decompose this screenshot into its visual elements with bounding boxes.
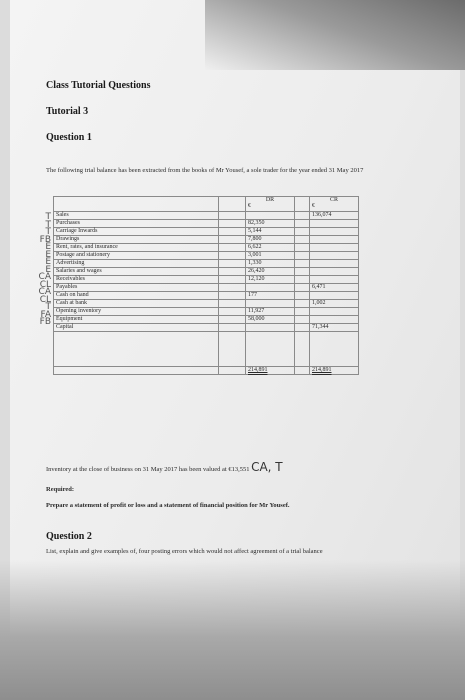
dr-total: 214,891	[246, 367, 295, 375]
question-2-text: List, explain and give examples of, four posting errors which would not affect agreement of a trial balance	[46, 548, 323, 555]
dr-value: 6,622	[246, 244, 295, 252]
trial-balance-table	[53, 196, 359, 375]
row-label: Advertising	[54, 260, 219, 268]
table-row	[54, 212, 359, 220]
row-label: Sales	[54, 212, 219, 220]
dr-value	[246, 212, 295, 220]
question-1-intro: The following trial balance has been extracted from the books of Mr Yousef, a sole trader for the year ended 31 May 2017	[46, 167, 364, 174]
handwritten-code: T	[45, 227, 51, 237]
row-label: Payables	[54, 284, 219, 292]
document-title: Class Tutorial Questions	[46, 80, 151, 91]
cr-value	[310, 308, 359, 316]
cr-value	[310, 220, 359, 228]
cr-value	[310, 236, 359, 244]
shadow-overlay-bottom	[0, 560, 465, 700]
dr-value	[246, 284, 295, 292]
table-header-row	[54, 197, 359, 212]
row-label: Opening inventory	[54, 308, 219, 316]
shadow-overlay-top	[205, 0, 465, 70]
table-row	[54, 276, 359, 284]
table-row	[54, 324, 359, 332]
handwritten-annotation: CA, T	[251, 460, 283, 474]
cr-value	[310, 276, 359, 284]
question-2-heading: Question 2	[46, 531, 92, 542]
table-blank-row	[54, 332, 359, 367]
inventory-note: Inventory at the close of business on 31 May 2017 has been valued at €13,551 CA, T	[46, 460, 283, 474]
dr-value: 1,330	[246, 260, 295, 268]
row-label: Cash at bank	[54, 300, 219, 308]
table-row	[54, 308, 359, 316]
cr-value	[310, 252, 359, 260]
dr-value: 7,800	[246, 236, 295, 244]
dr-value: 26,420	[246, 268, 295, 276]
table-row	[54, 300, 359, 308]
handwritten-code: FB	[39, 317, 51, 327]
handwritten-code: E	[45, 257, 51, 267]
handwritten-code: CL	[39, 294, 51, 305]
handwritten-code: FB	[39, 234, 51, 245]
table-row	[54, 220, 359, 228]
required-text: Prepare a statement of profit or loss and a statement of financial position for Mr Yousef.	[46, 502, 290, 509]
cr-value	[310, 268, 359, 276]
dr-value	[246, 300, 295, 308]
table-row	[54, 236, 359, 244]
handwritten-code: FA	[40, 309, 51, 320]
cr-value: 136,074	[310, 212, 359, 220]
dr-column-header: DR €	[246, 197, 295, 212]
table-row	[54, 268, 359, 276]
row-label: Drawings	[54, 236, 219, 244]
cr-total: 214,891	[310, 367, 359, 375]
row-label: Postage and stationery	[54, 252, 219, 260]
handwritten-code: E	[45, 242, 51, 252]
row-label: Purchases	[54, 220, 219, 228]
cr-value	[310, 316, 359, 324]
dr-value: 58,000	[246, 316, 295, 324]
handwritten-code: T	[45, 219, 51, 230]
totals-row	[54, 367, 359, 375]
dr-value: 3,001	[246, 252, 295, 260]
cr-value: 1,002	[310, 300, 359, 308]
handwritten-code: CA	[38, 287, 51, 297]
dr-value: 177	[246, 292, 295, 300]
question-1-heading: Question 1	[46, 132, 92, 143]
table-row	[54, 284, 359, 292]
handwritten-code: T	[45, 302, 51, 312]
cr-value: 6,471	[310, 284, 359, 292]
cr-value	[310, 228, 359, 236]
handwritten-codes	[17, 214, 53, 327]
table-row	[54, 316, 359, 324]
table-row	[54, 244, 359, 252]
row-label: Carriage Inwards	[54, 228, 219, 236]
dr-value: 5,144	[246, 228, 295, 236]
table-row	[54, 228, 359, 236]
dr-value: 82,350	[246, 220, 295, 228]
row-label: Cash on hand	[54, 292, 219, 300]
table-row	[54, 252, 359, 260]
row-label: Equipment	[54, 316, 219, 324]
cr-value	[310, 260, 359, 268]
cr-column-header: CR €	[310, 197, 359, 212]
row-label: Salaries and wages	[54, 268, 219, 276]
row-label: Rent, rates, and insurance	[54, 244, 219, 252]
handwritten-code: T	[45, 212, 51, 222]
handwritten-code: E	[45, 249, 51, 260]
dr-value: 11,927	[246, 308, 295, 316]
tutorial-number: Tutorial 3	[46, 106, 89, 117]
row-label: Receivables	[54, 276, 219, 284]
handwritten-code: E	[45, 264, 51, 275]
dr-value: 12,120	[246, 276, 295, 284]
table-row	[54, 260, 359, 268]
dr-value	[246, 324, 295, 332]
required-label: Required:	[46, 486, 75, 493]
cr-value: 71,344	[310, 324, 359, 332]
handwritten-code: CA	[38, 272, 51, 282]
handwritten-code: CL	[39, 279, 51, 290]
table-row	[54, 292, 359, 300]
row-label: Capital	[54, 324, 219, 332]
cr-value	[310, 244, 359, 252]
cr-value	[310, 292, 359, 300]
